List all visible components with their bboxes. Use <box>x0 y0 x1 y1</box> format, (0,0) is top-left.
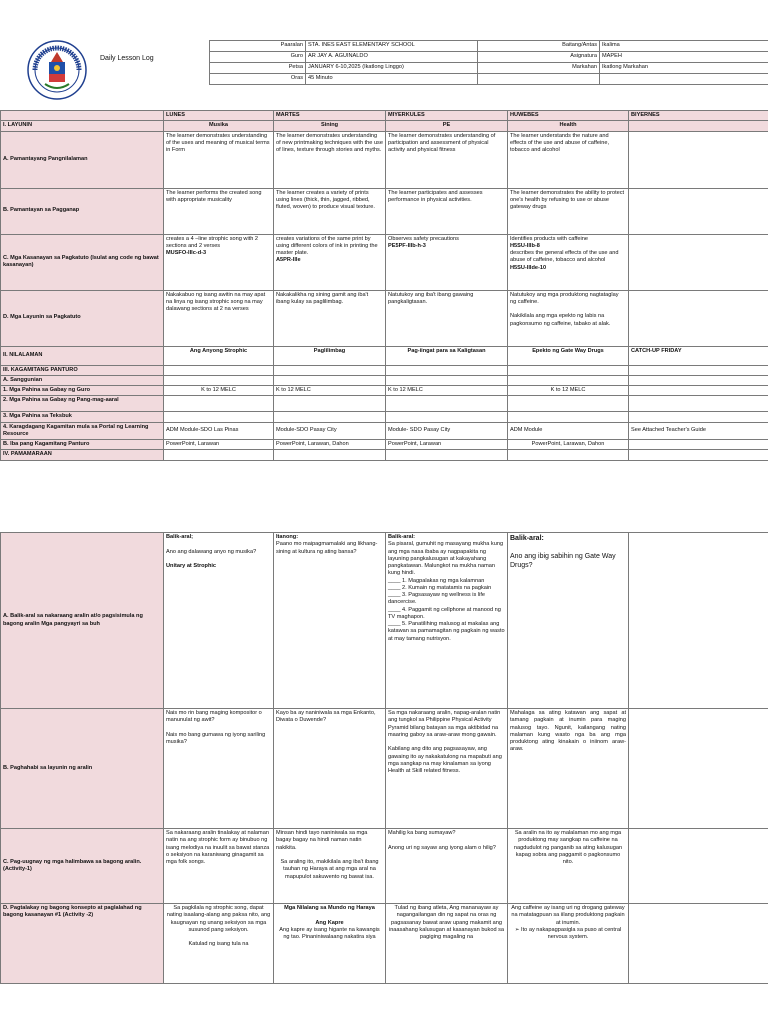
quarter-label: Markahan <box>478 63 600 74</box>
row-label: B. Pamantayan sa Pagganap <box>1 188 164 234</box>
empty-cell <box>386 365 508 375</box>
cell: Ang Anyong Strophic <box>164 346 274 365</box>
subject-music: Musika <box>164 121 274 131</box>
cell <box>164 533 274 709</box>
school-label: Paaralan <box>210 41 306 52</box>
cell <box>164 904 274 984</box>
cell: Epekto ng Gate Way Drugs <box>508 346 629 365</box>
cell <box>386 829 508 904</box>
empty-cell <box>629 396 768 412</box>
empty-cell <box>629 234 768 290</box>
cell-text: Ang caffeine ay isang uri ng drogang gateway na matatagpuan sa iilang produktong pagkain at inumin. <box>511 905 625 926</box>
cell-text: Ano ang ibig sabihin ng Gate Way Drugs? <box>510 553 616 570</box>
cell: Natutukoy ang iba't ibang gawaing pangkaligtasan. <box>386 290 508 346</box>
empty-cell <box>629 450 768 460</box>
cell-heading: Balik-aral: <box>388 534 416 540</box>
empty-cell <box>386 375 508 385</box>
cell: ADM Module <box>508 422 629 440</box>
row-label: D. Pagtalakay ng bagong konsepto at paglalahad ng bagong kasanayan #1 (Activity -2) <box>1 904 164 984</box>
cell: The learner participates and assesses performance in physical activities. <box>386 188 508 234</box>
cell-text: Minsan hindi tayo naniniwala sa mga bagay bagay na hindi naman natin nakikita. <box>276 830 368 851</box>
cell: The learner demonstrates the ability to protect one's health by refusing to use or abuse gateway drugs <box>508 188 629 234</box>
cell: The learner demonstrates understanding of new printmaking techniques with the use of lines, texture through stories and myths. <box>274 131 386 188</box>
competency-code: H5SU-IIIb-8 <box>510 242 540 249</box>
cell-text: Mahilig ka bang sumayaw? <box>388 830 456 836</box>
row-label: A. Pamantayang Pangnilalaman <box>1 131 164 188</box>
empty-cell <box>629 365 768 375</box>
day-monday: LUNES <box>164 111 274 121</box>
empty-cell <box>386 412 508 422</box>
cell: K to 12 MELC <box>508 386 629 396</box>
row-label: 3. Mga Pahina sa Teksbuk <box>1 412 164 422</box>
empty-cell <box>629 131 768 188</box>
row-label: C. Pag-uugnay ng mga halimbawa sa bagong aralin. (Activity-1) <box>1 829 164 904</box>
cell: PowerPoint, Larawan, Dahon <box>274 440 386 450</box>
cell-text: Anong uri ng sayaw ang iyong alam o hilig? <box>388 844 496 851</box>
cell: Sa nakaraang aralin tinalakay at nalaman natin na ang strophic form ay binubuo ng isang melodiya na inuulit sa bawat stanza o seksiyon na karaniwang ginagamit sa mga folk songs. <box>164 829 274 904</box>
cell <box>274 234 386 290</box>
cell <box>508 904 629 984</box>
empty-cell <box>629 440 768 450</box>
time-label: Oras <box>210 74 306 85</box>
subject-health: Health <box>508 121 629 131</box>
cell-text: Unitary at Strophic <box>166 563 217 570</box>
cell: K to 12 MELC <box>386 386 508 396</box>
list-item: ____ 2. Kumain ng matatamis na pagkain <box>388 584 492 591</box>
grade-value: Ikalima <box>600 41 768 52</box>
competency-code: PE5PF-IIIb-h-3 <box>388 242 426 249</box>
cell-text: Nais mo bang gumawa ng iyong sariling musika? <box>166 731 266 746</box>
cell: Nakakabuo ng isang awitin na may apat na linya ng isang strophic song na may dalawang sections at 2 na verses <box>164 290 274 346</box>
empty-cell <box>164 396 274 412</box>
cell: The learner understands the nature and effects of the use and abuse of caffeine, tobacco and alcohol <box>508 131 629 188</box>
day-thursday: HUWEBES <box>508 111 629 121</box>
cell: The learner demonstrates understanding of participation and assessment of physical activity and physical fitness <box>386 131 508 188</box>
empty-cell <box>274 365 386 375</box>
competency-code: MUSFO-IIIc-d-3 <box>166 250 207 257</box>
row-label: B. Iba pang Kagamitang Panturo <box>1 440 164 450</box>
teacher-label: Guro <box>210 52 306 63</box>
empty-cell <box>164 450 274 460</box>
cell: See Attached Teacher's Guide <box>629 422 768 440</box>
empty-cell <box>629 904 768 984</box>
time-value: 45 Minuto <box>306 74 478 85</box>
cell-text: Nakikilala ang mga epekto ng labis na pagkonsumo ng caffeine, tabako at alak. <box>510 313 611 327</box>
row-label: A. Balik-aral sa nakaraang aralin at/o pagsisimula ng bagong aralin Mga pangyayri sa buh <box>1 533 164 709</box>
cell-text: Sa araling ito, makikilala ang iba't ibang tauhan ng Haraya at ang mga aral na mapupulot sakuwento ng bawat isa. <box>280 859 379 880</box>
day-friday: BIYERNES <box>629 111 768 121</box>
cell-text: Katulad ng isang tula na <box>188 941 249 948</box>
cell: PowerPoint, Larawan <box>386 440 508 450</box>
cell: Kayo ba ay naniniwala sa mga Enkanto, Diwata o Duwende? <box>274 709 386 829</box>
date-value: JANUARY 6-10,2025 (Ikatlong Linggo) <box>306 63 478 74</box>
date-label: Petsa <box>210 63 306 74</box>
empty-cell <box>478 74 600 85</box>
cell-heading: Balik-aral: <box>510 535 544 542</box>
empty-cell <box>629 412 768 422</box>
cell <box>164 234 274 290</box>
cell-text: Ang kapre ay isang higante na kawangis ng tao. Pinaniniwalaang nakatira siya <box>279 926 380 941</box>
row-label: II. NILALAMAN <box>1 346 164 365</box>
cell <box>274 829 386 904</box>
empty-cell <box>629 829 768 904</box>
empty-cell <box>508 365 629 375</box>
empty-cell <box>1 111 164 121</box>
cell-text: Identifies products with caffeine <box>510 235 588 242</box>
cell <box>386 234 508 290</box>
procedure-table <box>0 532 768 984</box>
header-info-table <box>209 40 768 85</box>
competency-code: A5PR-IIIe <box>276 257 301 264</box>
cell: Mahalaga sa ating katawan ang sapat at tamang pagkain at inumin para maging malusog tayo. Ngunit, kailangang nating malaman kung wasto nga ba ang mga produktong ating kinakain o iniinom araw-araw. <box>508 709 629 829</box>
cell: PowerPoint, Larawan <box>164 440 274 450</box>
lesson-plan-table <box>0 110 768 461</box>
empty-cell <box>629 709 768 829</box>
cell <box>274 533 386 709</box>
cell-text: Nais mo rin bang maging kompositor o manunulat ng awit? <box>166 710 262 724</box>
cell <box>164 709 274 829</box>
cell <box>274 904 386 984</box>
cell-text: creates variations of the same print by using different colors of ink in printing the master plate. <box>276 235 378 257</box>
cell-heading: Itanong: <box>276 534 299 540</box>
row-label: A. Sanggunian <box>1 375 164 385</box>
cell: Paglilimbag <box>274 346 386 365</box>
teacher-value: AR JAY A. AGUINALDO <box>306 52 478 63</box>
cell-text: ➢ Ito ay nakapagpasigla sa puso at central nervous system. <box>514 926 622 941</box>
cell: Nakakalikha ng sining gamit ang iba't ibang kulay sa paglilimbag. <box>274 290 386 346</box>
cell-text: Observes safety precautions <box>388 235 459 242</box>
cell: The learner creates a variety of prints using lines (thick, thin, jagged, ribbed, fluted, woven) to produce visual texture. <box>274 188 386 234</box>
empty-cell <box>274 450 386 460</box>
cell <box>508 290 629 346</box>
cell: Module-SDO Pasay City <box>274 422 386 440</box>
cell: K to 12 MELC <box>274 386 386 396</box>
empty-cell <box>629 533 768 709</box>
cell-heading: Mga Nilalang sa Mundo ng Haraya <box>284 905 375 911</box>
cell: Tulad ng ibang atleta, Ang mananayaw ay nagangailangan din ng sapat na oras ng pagsasanay bawat araw upang makamit ang inaasahang kalusugan at kasanayan bukod sa pagiging magaling na <box>386 904 508 984</box>
cell: The learner performs the created song with appropriate musicality <box>164 188 274 234</box>
row-label: IV. PAMAMARAAN <box>1 450 164 460</box>
cell: ADM Module-SDO Las Pinas <box>164 422 274 440</box>
cell: Sa aralin na ito ay malalaman mo ang mga produktong may sangkap na caffeine na nagdudulot ng panganib sa ating kalusugan kapag sobra ang paggamit o pagkonsumo nito. <box>508 829 629 904</box>
empty-cell <box>600 74 768 85</box>
empty-cell <box>274 375 386 385</box>
cell-text: Paano mo maipagmamalaki ang likhang-sining at kultura ng ating bansa? <box>276 541 378 555</box>
day-tuesday: MARTES <box>274 111 386 121</box>
list-item: ____ 1. Magpalakas ng mga kalamnan <box>388 577 485 584</box>
cell: PowerPoint, Larawan, Dahon <box>508 440 629 450</box>
list-item: ____ 4. Paggamit ng cellphone at manood ng TV maghapon. <box>388 606 501 620</box>
cell-text: Sa mga nakaraang aralin, napag-aralan natin ang tungkol sa Philippine Physical Activity Pyramid bilang batayan sa mga aktibidad na maaring gaboy sa araw-araw mong gawain. <box>388 710 501 738</box>
cell-text: Sa pagkilala ng strophic song, dapat nating isaalang-alang ang paksa nito, ang kaugnayan ng unang seksiyon sa mga susunod pang seksiyon. <box>166 905 271 933</box>
row-label: 4. Karagdagang Kagamitan mula sa Portal ng Learning Resource <box>1 422 164 440</box>
cell-text: Ano ang dalawang anyo ng musika? <box>166 548 257 555</box>
school-value: STA. INES EAST ELEMENTARY SCHOOL <box>306 41 478 52</box>
cell <box>386 709 508 829</box>
deped-seal-logo <box>27 40 87 100</box>
empty-cell <box>508 450 629 460</box>
subject-value: MAPEH <box>600 52 768 63</box>
row-label: 2. Mga Pahina sa Gabay ng Pang-mag-aaral <box>1 396 164 412</box>
cell: Pag-iingat para sa Kaligtasan <box>386 346 508 365</box>
subject-pe: PE <box>386 121 508 131</box>
cell <box>508 234 629 290</box>
list-item: ____ 5. Panatilihing malusog at makalas ang katawan sa pamamagitan ng pagkain ng wasto at may tamang nutrisyon. <box>388 621 505 642</box>
quarter-value: Ikatlong Markahan <box>600 63 768 74</box>
empty-cell <box>386 396 508 412</box>
competency-code: H5SU-IIIde-10 <box>510 264 547 271</box>
list-item: ____ 3. Pagsasayaw ng wellness is life dancercise. <box>388 592 486 606</box>
cell: K to 12 MELC <box>164 386 274 396</box>
row-label: B. Paghahabi sa layunin ng aralin <box>1 709 164 829</box>
cell-heading: Ang Kapre <box>315 919 344 926</box>
cell-text: Sa pisaral, gumuhit ng masayang mukha kung ang mga nasa ibaba ay nagpapakita ng layuning pangkalusugan at kakayahang pangkatawan. Malungkot na mukha naman kung hindi. <box>388 541 504 577</box>
subject-arts: Sining <box>274 121 386 131</box>
empty-cell <box>629 290 768 346</box>
cell: Module- SDO Pasay City <box>386 422 508 440</box>
empty-cell <box>164 365 274 375</box>
empty-cell <box>274 396 386 412</box>
empty-cell <box>629 375 768 385</box>
empty-cell <box>386 450 508 460</box>
empty-cell <box>629 188 768 234</box>
empty-cell <box>164 375 274 385</box>
row-label: 1. Mga Pahina sa Gabay ng Guro <box>1 386 164 396</box>
subject-friday <box>629 121 768 131</box>
cell-heading: Balik-aral; <box>166 534 194 540</box>
empty-cell <box>508 396 629 412</box>
empty-cell <box>274 412 386 422</box>
subject-label: Asignatura <box>478 52 600 63</box>
cell: The learner demonstrates understanding of the uses and meaning of musical terms in Form <box>164 131 274 188</box>
cell <box>508 533 629 709</box>
row-label: III. KAGAMITANG PANTURO <box>1 365 164 375</box>
empty-cell <box>508 375 629 385</box>
cell: CATCH-UP FRIDAY <box>629 346 768 365</box>
empty-cell <box>629 386 768 396</box>
empty-cell <box>508 412 629 422</box>
day-wednesday: MIYERKULES <box>386 111 508 121</box>
empty-cell <box>164 412 274 422</box>
cell-text: Kabilang ang dito ang pagsasayaw, ang gawaing ito ay nakakatulong na mapabuti ang mga sangkap na may kinalaman sa iyong Health at Skill related fitness. <box>388 746 502 775</box>
cell <box>386 533 508 709</box>
cell-text: Natutukoy ang mga produktong nagtataglay ng caffeine. <box>510 291 619 305</box>
document-title: Daily Lesson Log <box>100 55 154 62</box>
row-label: C. Mga Kasanayan sa Pagkatuto (Isulat ang code ng bawat kasanayan) <box>1 234 164 290</box>
section-objectives: I. LAYUNIN <box>1 121 164 131</box>
grade-label: Baitang/Antas <box>478 41 600 52</box>
row-label: D. Mga Layunin sa Pagkatuto <box>1 290 164 346</box>
cell-text: creates a 4 –line strophic song with 2 sections and 2 verses <box>166 235 259 249</box>
cell-text: describes the general effects of the use and abuse of caffeine, tobacco and alcohol <box>510 250 619 264</box>
